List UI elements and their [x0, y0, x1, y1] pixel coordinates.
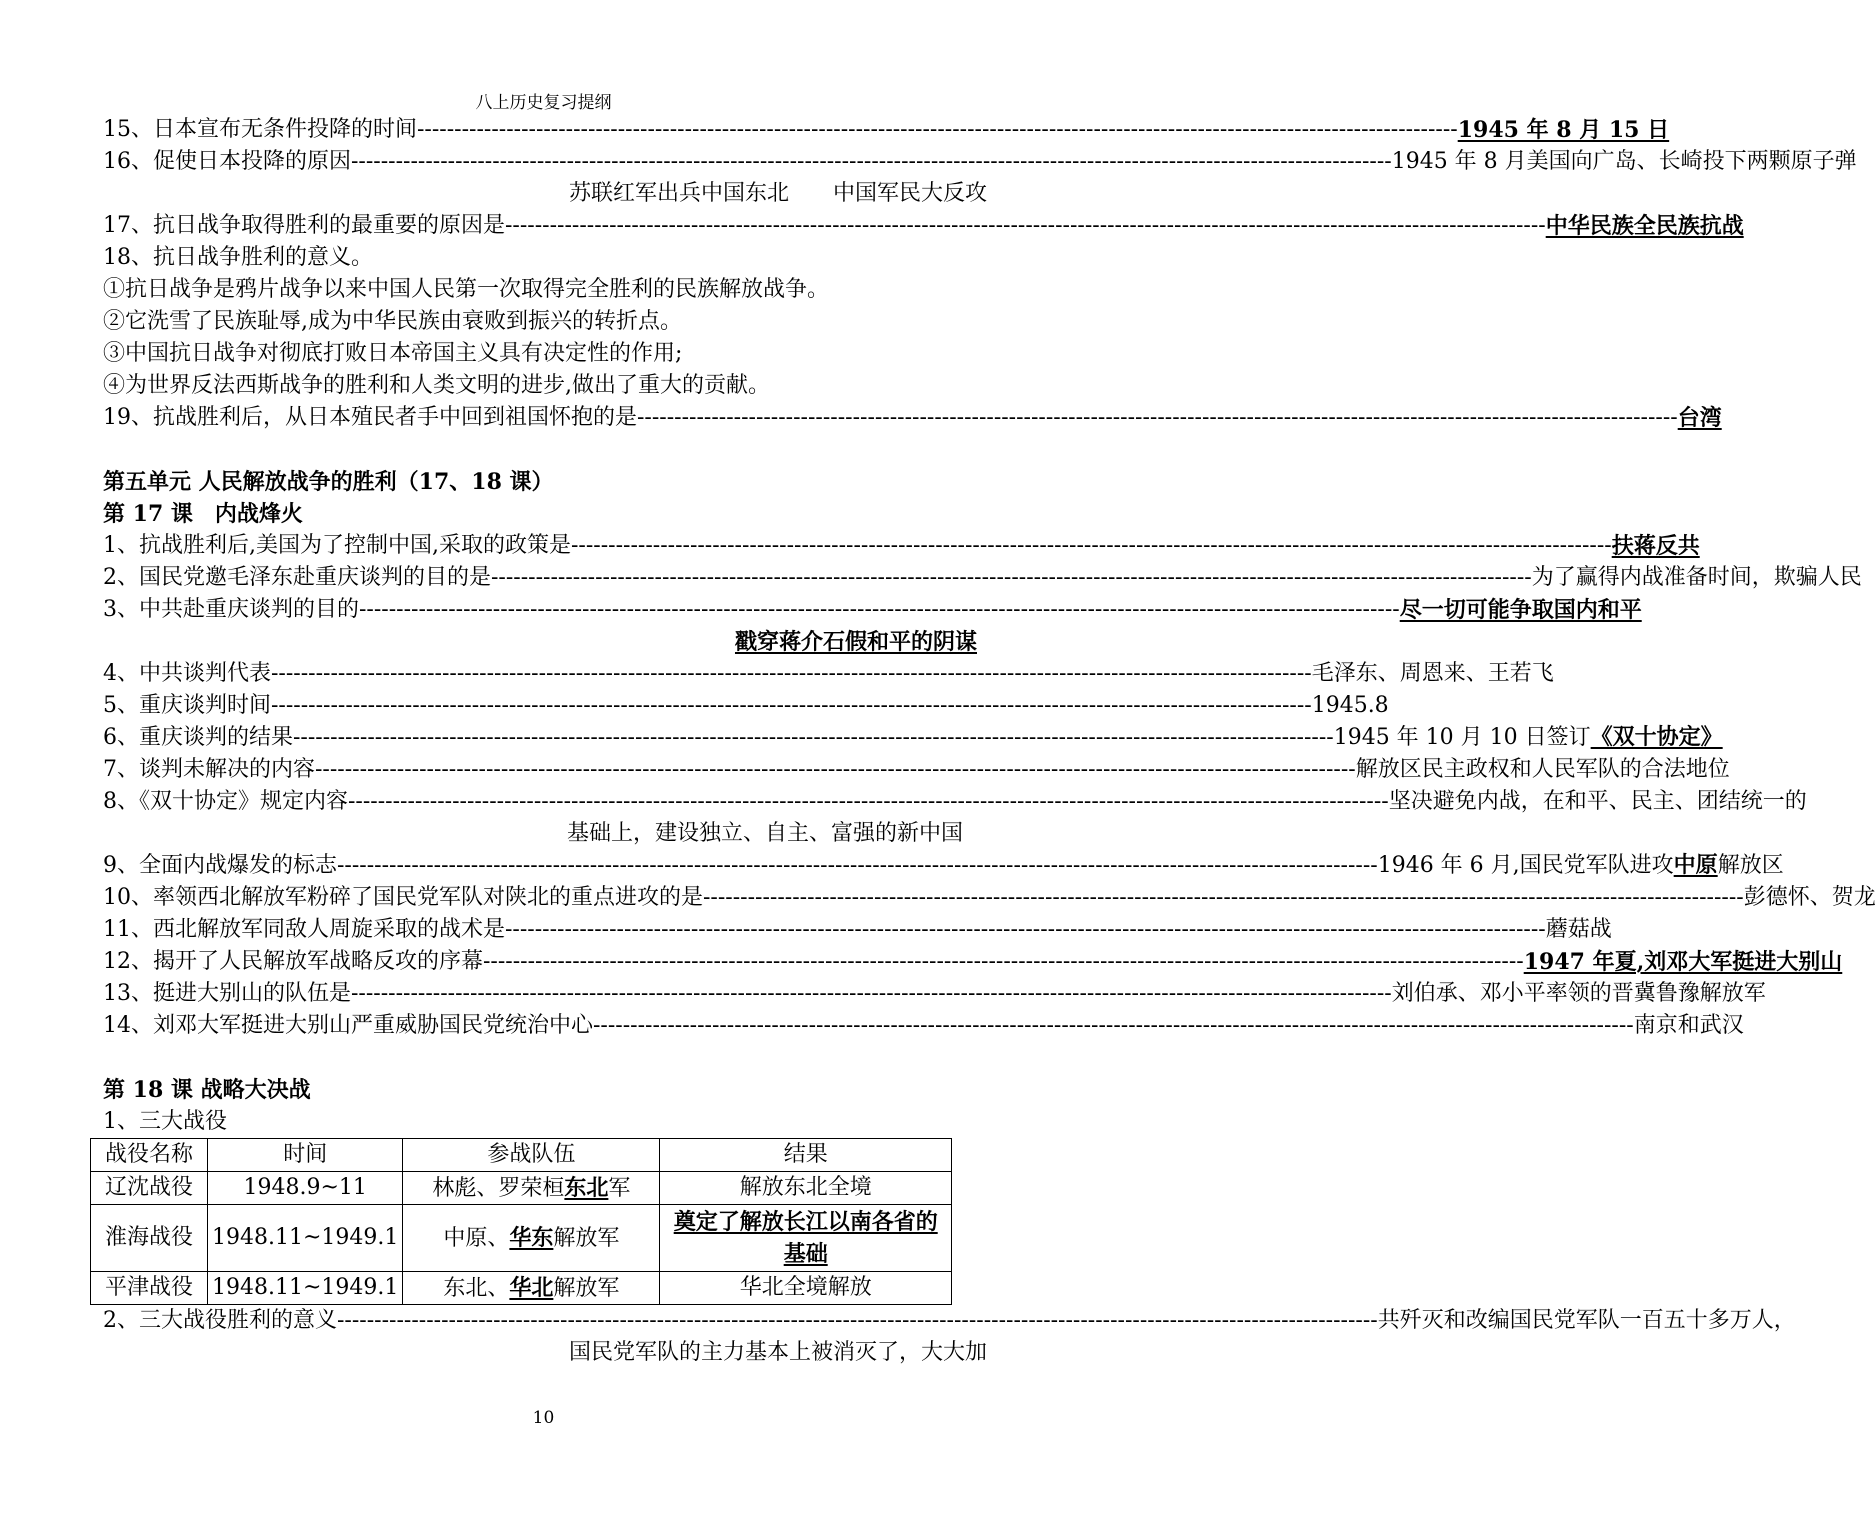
item-answer: 1945 年 8 月美国向广岛、长崎投下两颗原子弹 — [1391, 149, 1857, 174]
item-question: 1、抗战胜利后,美国为了控制中国,采取的政策是 — [103, 533, 571, 558]
item-question: 7、谈判未解决的内容 — [103, 757, 315, 782]
battle-time: 1948.11~1949.1 — [208, 1272, 403, 1305]
item-answer — [1378, 849, 1784, 882]
item-17 — [103, 210, 1744, 242]
army-text: 中原、 — [443, 1225, 510, 1251]
l18-item-2 — [103, 1305, 1796, 1337]
item-15 — [103, 114, 1670, 146]
item-question: 4、中共谈判代表 — [103, 661, 271, 686]
battle-time: 1948.9~11 — [208, 1172, 403, 1205]
dash-leader: -------------------------------------------------------------------------------------------------------------------------------------------- — [337, 1308, 1378, 1333]
table-header: 参战队伍 — [403, 1139, 660, 1172]
item-question: 13、挺进大别山的队伍是 — [103, 981, 351, 1006]
dash-leader: -------------------------------------------------------------------------------------------------------------------------------------------- — [505, 213, 1546, 238]
l18-item-2-continuation: 国民党军队的主力基本上被消灭了，大大加 — [568, 1340, 987, 1365]
item-16-continuation: 苏联红军出兵中国东北 中国军民大反攻 — [568, 181, 987, 206]
dash-leader: -------------------------------------------------------------------------------------------------------------------------------------------- — [271, 693, 1312, 718]
dash-leader: -------------------------------------------------------------------------------------------------------------------------------------------- — [571, 533, 1612, 558]
dash-leader: -------------------------------------------------------------------------------------------------------------------------------------------- — [293, 725, 1334, 750]
dash-leader: -------------------------------------------------------------------------------------------------------------------------------------------- — [337, 853, 1378, 878]
answer-highlight: 《双十协定》 — [1590, 724, 1723, 750]
l17-item-12 — [103, 946, 1843, 978]
item-answer: 为了赢得内战准备时间，欺骗人民 — [1531, 565, 1862, 590]
page-number: 10 — [532, 1408, 555, 1428]
item-answer: 共歼灭和改编国民党军队一百五十多万人， — [1377, 1308, 1796, 1333]
page-header: 八上历史复习提纲 — [475, 93, 612, 113]
dash-leader: -------------------------------------------------------------------------------------------------------------------------------------------- — [417, 117, 1458, 142]
table-row — [91, 1172, 952, 1205]
table-header: 战役名称 — [91, 1139, 208, 1172]
item-question: 2、国民党邀毛泽东赴重庆谈判的目的是 — [103, 565, 491, 590]
item-question: 15、日本宣布无条件投降的时间 — [103, 117, 417, 142]
l17-item-7 — [103, 754, 1730, 786]
army-text: 解放军 — [553, 1225, 620, 1251]
l17-item-8 — [103, 786, 1807, 818]
answer-text: 解放区 — [1717, 853, 1784, 878]
dash-leader: -------------------------------------------------------------------------------------------------------------------------------------------- — [271, 661, 1312, 686]
item-answer: 中华民族全民族抗战 — [1545, 213, 1744, 239]
item-answer: 1945 年 8 月 15 日 — [1457, 117, 1670, 143]
item-18-point: ④为世界反法西斯战争的胜利和人类文明的进步,做出了重大的贡献。 — [103, 373, 770, 398]
dash-leader: -------------------------------------------------------------------------------------------------------------------------------------------- — [315, 757, 1356, 782]
item-answer: 解放区民主政权和人民军队的合法地位 — [1355, 757, 1730, 782]
item-question: 5、重庆谈判时间 — [103, 693, 271, 718]
item-question: 12、揭开了人民解放军战略反攻的序幕 — [103, 949, 483, 974]
item-answer: 刘伯承、邓小平率领的晋冀鲁豫解放军 — [1391, 981, 1766, 1006]
item-answer — [1334, 721, 1723, 754]
dash-leader: -------------------------------------------------------------------------------------------------------------------------------------------- — [637, 405, 1678, 430]
dash-leader: -------------------------------------------------------------------------------------------------------------------------------------------- — [593, 1013, 1634, 1038]
item-16 — [103, 146, 1857, 178]
item-answer: 蘑菇战 — [1545, 917, 1612, 942]
army-highlight: 东北 — [564, 1174, 609, 1201]
l17-item-13 — [103, 978, 1766, 1010]
dash-leader: -------------------------------------------------------------------------------------------------------------------------------------------- — [351, 149, 1392, 174]
item-18-point: ①抗日战争是鸦片战争以来中国人民第一次取得完全胜利的民族解放战争。 — [103, 277, 830, 302]
army-highlight: 华北 — [509, 1274, 554, 1301]
dash-leader: -------------------------------------------------------------------------------------------------------------------------------------------- — [359, 597, 1400, 622]
item-question: 19、抗战胜利后，从日本殖民者手中回到祖国怀抱的是 — [103, 405, 637, 430]
battle-name: 淮海战役 — [91, 1205, 208, 1272]
lesson-17-title: 第 17 课 内战烽火 — [103, 501, 303, 527]
l17-item-3 — [103, 594, 1642, 626]
l17-item-1 — [103, 530, 1700, 562]
l17-item-10 — [103, 882, 1876, 914]
dash-leader: -------------------------------------------------------------------------------------------------------------------------------------------- — [348, 789, 1389, 814]
army-text: 解放军 — [553, 1275, 620, 1301]
item-answer: 1947 年夏,刘邓大军挺进大别山 — [1523, 949, 1843, 975]
dash-leader: -------------------------------------------------------------------------------------------------------------------------------------------- — [703, 885, 1744, 910]
item-answer: 彭德怀、贺龙 — [1743, 885, 1876, 910]
item-18: 18、抗日战争胜利的意义。 — [103, 245, 373, 270]
dash-leader: -------------------------------------------------------------------------------------------------------------------------------------------- — [351, 981, 1392, 1006]
army-text: 林彪、罗荣桓 — [432, 1175, 565, 1201]
army-highlight: 华东 — [509, 1224, 554, 1251]
l17-item-8-continuation: 基础上，建设独立、自主、富强的新中国 — [566, 821, 963, 846]
item-19 — [103, 402, 1722, 434]
item-answer: 1945.8 — [1311, 693, 1389, 718]
item-question: 2、三大战役胜利的意义 — [103, 1308, 337, 1333]
item-question: 16、促使日本投降的原因 — [103, 149, 351, 174]
item-question: 9、全面内战爆发的标志 — [103, 853, 337, 878]
table-row — [91, 1272, 952, 1305]
battle-result: 奠定了解放长江以南各省的基础 — [660, 1205, 952, 1272]
table-row — [91, 1205, 952, 1272]
item-answer: 扶蒋反共 — [1611, 533, 1700, 559]
item-18-point: ③中国抗日战争对彻底打败日本帝国主义具有决定性的作用; — [103, 341, 683, 366]
table-header: 结果 — [660, 1139, 952, 1172]
answer-text: 1946 年 6 月,国民党军队进攻 — [1377, 853, 1674, 878]
unit-5-title: 第五单元 人民解放战争的胜利（17、18 课） — [103, 469, 554, 495]
l17-item-3-continuation: 戳穿蒋介石假和平的阴谋 — [734, 629, 977, 655]
l17-item-9 — [103, 850, 1784, 882]
battle-name: 辽沈战役 — [91, 1172, 208, 1205]
l17-item-4 — [103, 658, 1554, 690]
item-question: 8、《双十协定》规定内容 — [103, 789, 348, 814]
dash-leader: -------------------------------------------------------------------------------------------------------------------------------------------- — [491, 565, 1532, 590]
answer-highlight: 中原 — [1673, 852, 1718, 878]
battle-army — [403, 1205, 660, 1272]
table-header-row — [91, 1139, 952, 1172]
battle-time: 1948.11~1949.1 — [208, 1205, 403, 1272]
item-question: 10、率领西北解放军粉碎了国民党军队对陕北的重点进攻的是 — [103, 885, 703, 910]
item-question: 17、抗日战争取得胜利的最重要的原因是 — [103, 213, 505, 238]
item-question: 11、西北解放军同敌人周旋采取的战术是 — [103, 917, 505, 942]
item-18-point: ②它洗雪了民族耻辱,成为中华民族由衰败到振兴的转折点。 — [103, 309, 682, 334]
item-answer: 坚决避免内战，在和平、民主、团结统一的 — [1388, 789, 1807, 814]
item-answer: 南京和武汉 — [1633, 1013, 1744, 1038]
document-body — [103, 114, 1876, 1369]
l17-item-11 — [103, 914, 1612, 946]
battle-result: 解放东北全境 — [660, 1172, 952, 1205]
battle-army — [403, 1272, 660, 1305]
battles-table — [90, 1138, 952, 1305]
item-question: 6、重庆谈判的结果 — [103, 725, 293, 750]
table-header: 时间 — [208, 1139, 403, 1172]
l17-item-14 — [103, 1010, 1744, 1042]
lesson-18-title: 第 18 课 战略大决战 — [103, 1077, 311, 1103]
army-text: 东北、 — [443, 1275, 510, 1301]
battle-army — [403, 1172, 660, 1205]
dash-leader: -------------------------------------------------------------------------------------------------------------------------------------------- — [505, 917, 1546, 942]
item-question: 14、刘邓大军挺进大别山严重威胁国民党统治中心 — [103, 1013, 593, 1038]
army-text: 军 — [608, 1175, 631, 1201]
l17-item-2 — [103, 562, 1862, 594]
item-answer: 毛泽东、周恩来、王若飞 — [1311, 661, 1554, 686]
item-answer: 尽一切可能争取国内和平 — [1399, 597, 1642, 623]
dash-leader: -------------------------------------------------------------------------------------------------------------------------------------------- — [483, 949, 1524, 974]
l17-item-5 — [103, 690, 1389, 722]
battle-result: 华北全境解放 — [660, 1272, 952, 1305]
item-question: 3、中共赴重庆谈判的目的 — [103, 597, 359, 622]
battle-name: 平津战役 — [91, 1272, 208, 1305]
item-answer: 台湾 — [1677, 405, 1722, 431]
l18-item-1: 1、三大战役 — [103, 1109, 227, 1134]
answer-text: 1945 年 10 月 10 日签订 — [1333, 725, 1591, 750]
l17-item-6 — [103, 722, 1723, 754]
